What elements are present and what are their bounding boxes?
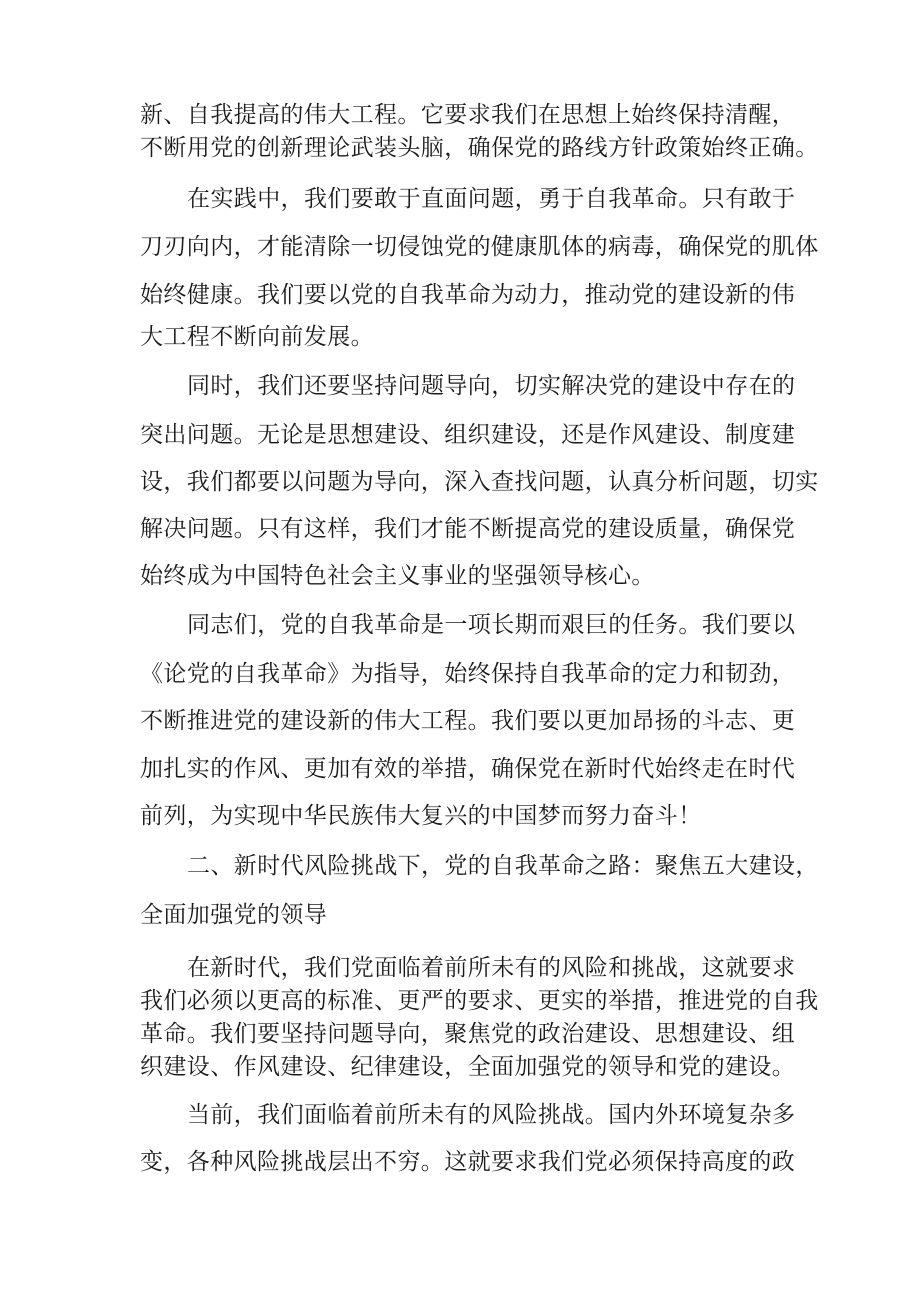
text-line: 《论党的自我革命》为指导，始终保持自我革命的定力和韧劲， — [140, 661, 796, 687]
text-line: 在实践中，我们要敢于直面问题，勇于自我革命。只有敢于 — [187, 186, 796, 212]
text-line: 新、自我提高的伟大工程。它要求我们在思想上始终保持清醒， — [140, 102, 796, 128]
text-line: 革命。我们要坚持问题导向，聚焦党的政治建设、思想建设、组 — [140, 1021, 796, 1047]
text-line: 加扎实的作风、更加有效的举措，确保党在新时代始终走在时代 — [140, 756, 796, 782]
text-line: 设，我们都要以问题为导向，深入查找问题，认真分析问题，切实 — [140, 469, 819, 495]
text-line: 在新时代，我们党面临着前所未有的风险和挑战，这就要求 — [187, 955, 796, 981]
text-line: 不断用党的创新理论武装头脑，确保党的路线方针政策始终正确。 — [140, 135, 819, 161]
text-line: 同志们，党的自我革命是一项长期而艰巨的任务。我们要以 — [187, 612, 796, 638]
text-line: 始终健康。我们要以党的自我革命为动力，推动党的建设新的伟 — [140, 282, 796, 308]
text-line: 织建设、作风建设、纪律建设，全面加强党的领导和党的建设。 — [140, 1054, 796, 1080]
text-line: 刀刃向内，才能清除一切侵蚀党的健康肌体的病毒，确保党的肌体 — [140, 234, 819, 260]
section-heading: 全面加强党的领导 — [140, 902, 328, 928]
text-line: 解决问题。只有这样，我们才能不断提高党的建设质量，确保党 — [140, 516, 796, 542]
text-line: 大工程不断向前发展。 — [140, 324, 374, 350]
text-line: 同时，我们还要坚持问题导向，切实解决党的建设中存在的 — [187, 373, 796, 399]
text-line: 当前，我们面临着前所未有的风险挑战。国内外环境复杂多 — [187, 1102, 796, 1128]
text-line: 前列，为实现中华民族伟大复兴的中国梦而努力奋斗！ — [140, 803, 702, 829]
section-heading: 二、新时代风险挑战下，党的自我革命之路：聚焦五大建设， — [187, 853, 819, 879]
text-line: 变，各种风险挑战层出不穷。这就要求我们党必须保持高度的政 — [140, 1149, 796, 1175]
text-line: 不断推进党的建设新的伟大工程。我们要以更加昂扬的斗志、更 — [140, 708, 796, 734]
text-line: 始终成为中国特色社会主义事业的坚强领导核心。 — [140, 563, 655, 589]
text-line: 突出问题。无论是思想建设、组织建设，还是作风建设、制度建 — [140, 422, 796, 448]
text-line: 我们必须以更高的标准、更严的要求、更实的举措，推进党的自我 — [140, 988, 819, 1014]
